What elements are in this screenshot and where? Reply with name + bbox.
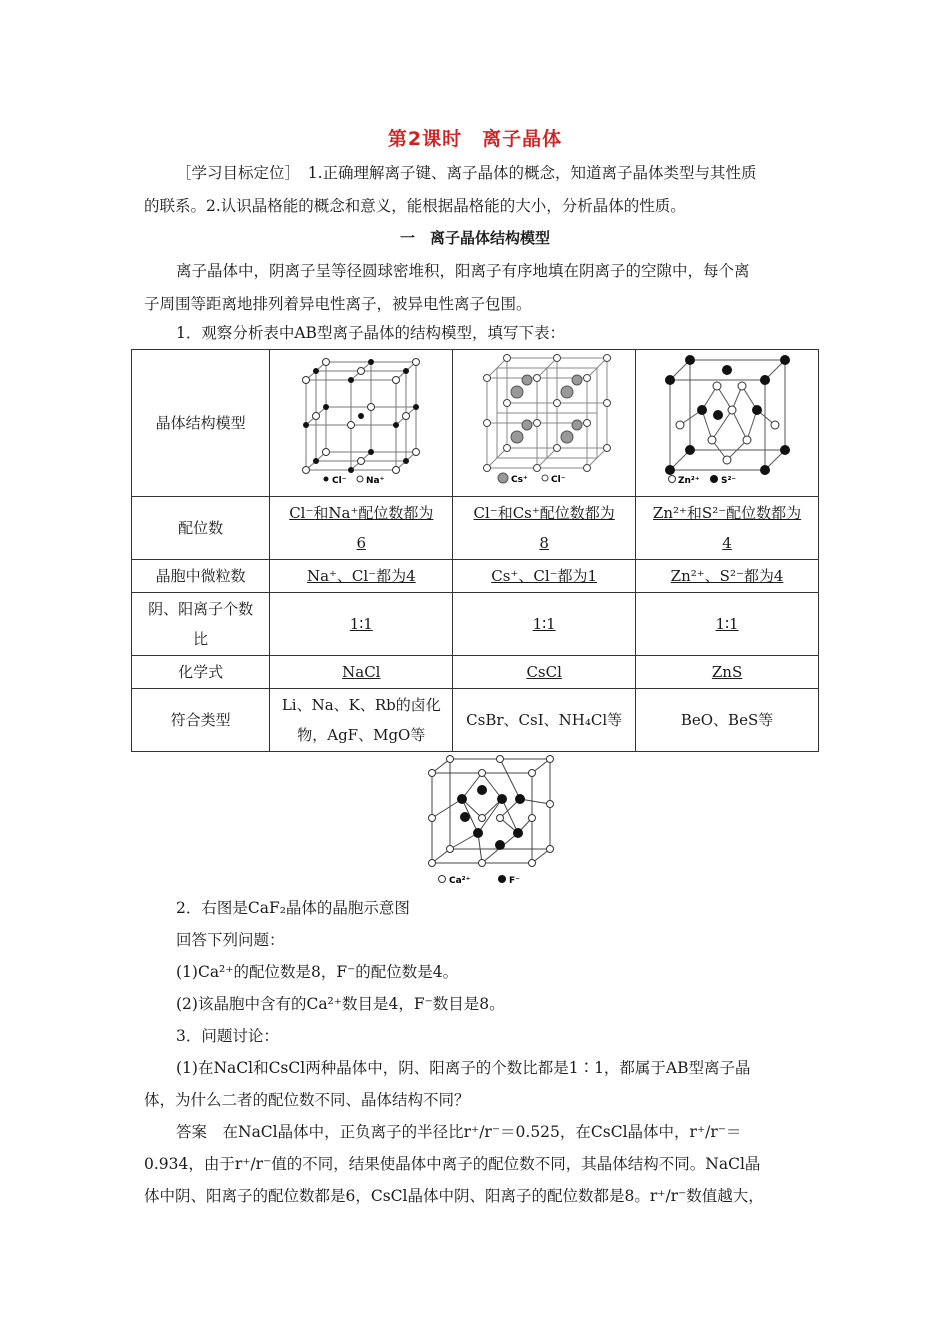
intro-line-1: 离子晶体中，阴离子呈等径圆球密堆积，阳离子有序地填在阴离子的空隙中，每个离 bbox=[176, 262, 750, 280]
row-label-count: 晶胞中微粒数 bbox=[132, 560, 270, 593]
row-label-coordination: 配位数 bbox=[132, 497, 270, 560]
ratio-zns: 1∶1 bbox=[636, 593, 819, 656]
question-3-heading: 3．问题讨论： bbox=[176, 1027, 279, 1045]
answer-line-3: 体中阴、阳离子的配位数都是6，CsCl晶体中阴、阳离子的配位数都是8。r⁺/r⁻数值越大， bbox=[144, 1187, 764, 1205]
type-cscl: CsBr、CsI、NH₄Cl等 bbox=[453, 689, 636, 752]
type-zns: BeO、BeS等 bbox=[636, 689, 819, 752]
caf2-legend-anion: F⁻ bbox=[509, 876, 520, 886]
cscl-structure-figure bbox=[469, 350, 619, 486]
row-label-formula: 化学式 bbox=[132, 656, 270, 689]
caf2-legend-cation: Ca²⁺ bbox=[449, 876, 471, 886]
cscl-legend-cation: Cs⁺ bbox=[511, 475, 528, 485]
coord-cscl: Cl⁻和Cs⁺配位数都为 8 bbox=[453, 497, 636, 560]
zns-model-cell bbox=[636, 350, 819, 497]
ratio-cscl: 1∶1 bbox=[453, 593, 636, 656]
table-row-formula bbox=[132, 656, 819, 689]
zns-legend-cation: Zn²⁺ bbox=[678, 476, 700, 486]
question-3-sub1-line-1: (1)在NaCl和CsCl两种晶体中，阴、阳离子的个数比都是1∶1，都属于AB型离子晶 bbox=[176, 1059, 751, 1077]
question-2-part-1: (1)Ca²⁺的配位数是8，F⁻的配位数是4。 bbox=[176, 963, 459, 981]
formula-zns: ZnS bbox=[636, 656, 819, 689]
question-1-text: 1．观察分析表中AB型离子晶体的结构模型，填写下表： bbox=[176, 324, 565, 342]
question-2-prompt: 回答下列问题： bbox=[176, 931, 285, 949]
section-heading: 一 离子晶体结构模型 bbox=[399, 229, 550, 247]
cscl-model-cell bbox=[453, 350, 636, 497]
objectives-line-1: ［学习目标定位］ 1.正确理解离子键、离子晶体的概念，知道离子晶体类型与其性质 bbox=[176, 164, 757, 182]
count-nacl: Na⁺、Cl⁻都为4 bbox=[270, 560, 453, 593]
nacl-legend-anion: Cl⁻ bbox=[332, 476, 347, 486]
question-2-intro: 2．右图是CaF₂晶体的晶胞示意图 bbox=[176, 899, 410, 917]
table-row-type bbox=[132, 689, 819, 752]
coord-nacl: Cl⁻和Na⁺配位数都为 6 bbox=[270, 497, 453, 560]
table-row-model bbox=[132, 350, 819, 497]
coord-zns: Zn²⁺和S²⁻配位数都为 4 bbox=[636, 497, 819, 560]
question-2-part-2: (2)该晶胞中含有的Ca²⁺数目是4，F⁻数目是8。 bbox=[176, 995, 505, 1013]
nacl-model-cell bbox=[270, 350, 453, 497]
cscl-legend-anion: Cl⁻ bbox=[551, 475, 566, 485]
caf2-unit-cell-figure bbox=[420, 755, 560, 890]
zns-structure-figure bbox=[652, 350, 802, 486]
intro-line-2: 子周围等距离地排列着异电性离子，被异电性离子包围。 bbox=[144, 295, 532, 313]
row-label-type: 符合类型 bbox=[132, 689, 270, 752]
objectives-line-2: 的联系。2.认识晶格能的概念和意义，能根据晶格能的大小，分析晶体的性质。 bbox=[144, 197, 686, 215]
lesson-title: 第2课时 离子晶体 bbox=[387, 128, 563, 150]
crystal-table bbox=[131, 349, 819, 752]
formula-nacl: NaCl bbox=[270, 656, 453, 689]
table-row-coordination bbox=[132, 497, 819, 560]
row-label-ratio: 阴、阳离子个数 比 bbox=[132, 593, 270, 656]
table-row-count bbox=[132, 560, 819, 593]
answer-line-1: 答案 在NaCl晶体中，正负离子的半径比r⁺/r⁻＝0.525，在CsCl晶体中，r⁺/r⁻＝ bbox=[176, 1123, 742, 1141]
type-nacl: Li、Na、K、Rb的卤化 物，AgF、MgO等 bbox=[270, 689, 453, 752]
formula-cscl: CsCl bbox=[453, 656, 636, 689]
question-3-sub1-line-2: 体，为什么二者的配位数不同、晶体结构不同？ bbox=[144, 1091, 470, 1109]
row-label-model: 晶体结构模型 bbox=[132, 350, 270, 497]
answer-line-2: 0.934，由于r⁺/r⁻值的不同，结果使晶体中离子的配位数不同，其晶体结构不同。NaCl晶 bbox=[144, 1155, 761, 1173]
count-cscl: Cs⁺、Cl⁻都为1 bbox=[453, 560, 636, 593]
nacl-legend-cation: Na⁺ bbox=[366, 476, 385, 486]
count-zns: Zn²⁺、S²⁻都为4 bbox=[636, 560, 819, 593]
ratio-nacl: 1∶1 bbox=[270, 593, 453, 656]
table-row-ratio bbox=[132, 593, 819, 656]
nacl-structure-figure bbox=[286, 350, 436, 486]
zns-legend-anion: S²⁻ bbox=[721, 476, 737, 486]
